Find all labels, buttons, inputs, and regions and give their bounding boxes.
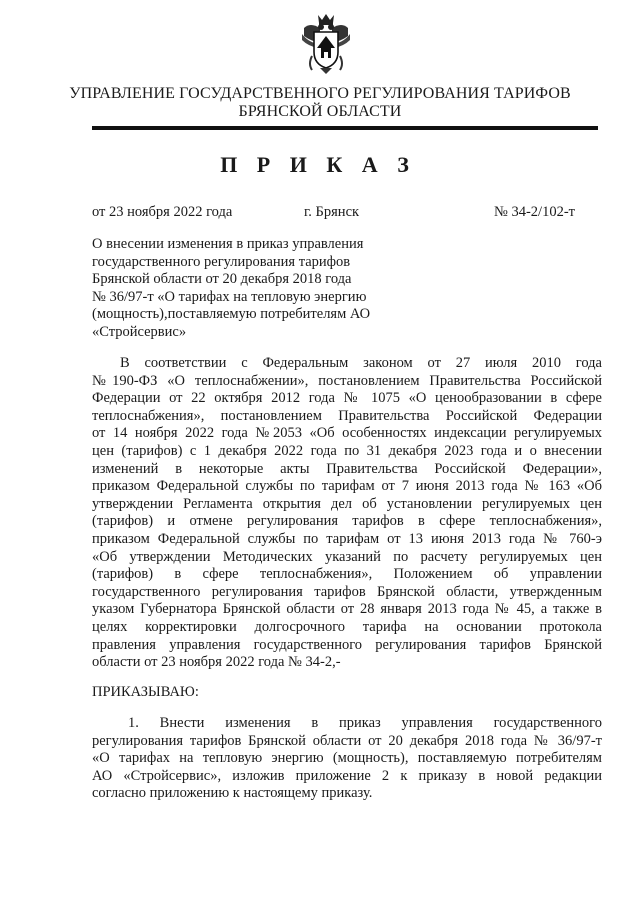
subject-line: Брянской области от 20 декабря 2018 года — [92, 271, 352, 288]
item-line: АО «Стройсервис», изложив приложение 2 к приказу в новой редакции — [92, 767, 602, 784]
subject-line: «Стройсервис» — [92, 323, 187, 340]
document-subject — [92, 236, 392, 342]
document-number: № 34-2/102-т — [494, 204, 575, 220]
preamble-line: (тарифов) и отмене регулирования тарифов в сфере теплоснабжения», — [92, 513, 602, 530]
subject-line: государственного регулирования тарифов — [92, 253, 351, 270]
preamble-line: цен (тарифов) с 1 декабря 2022 года по 31 декабря 2023 года и о внесении — [92, 442, 602, 459]
order-directive: ПРИКАЗЫВАЮ: — [92, 684, 199, 700]
document-title: П Р И К А З — [220, 152, 416, 177]
preamble-line: (тарифов) в сфере теплоснабжения», Положением об управлении — [92, 566, 602, 583]
preamble-line: области от 23 ноября 2022 года № 34-2,- — [92, 654, 341, 671]
order-item-1 — [92, 715, 602, 803]
preamble-line: целях корректировки долгосрочного тарифа на основании протокола — [92, 618, 602, 635]
preamble-line: утверждении Регламента открытия дел об установлении регулируемых цен — [92, 495, 602, 512]
org-name-line1: УПРАВЛЕНИЕ ГОСУДАРСТВЕННОГО РЕГУЛИРОВАНИЯ ТАРИФОВ — [69, 85, 571, 102]
preamble-line: государственного регулирования тарифов Брянской области, утвержденным — [92, 583, 602, 600]
subject-line: № 36/97-т «О тарифах на тепловую энергию — [92, 288, 367, 305]
preamble-line: от 14 ноября 2022 года №2053 «Об особенностях индексации регулируемых — [92, 425, 602, 442]
preamble-paragraph — [92, 355, 602, 672]
item-line: регулирования тарифов Брянской области от 20 декабря 2018 года № 36/97-т — [92, 732, 602, 749]
preamble-line: изменений в некоторые акты Правительства Российской Федерации», — [92, 460, 602, 477]
item-line: 1. Внести изменения в приказ управления государственного — [128, 715, 602, 731]
preamble-line: приказом Федеральной службы по тарифам от 13 июня 2013 года № 760-э — [92, 530, 602, 547]
header-divider — [92, 126, 598, 130]
org-name-line2: БРЯНСКОЙ ОБЛАСТИ — [238, 103, 402, 120]
document-date: от 23 ноября 2022 года — [92, 204, 233, 220]
item-line: согласно приложению к настоящему приказу. — [92, 785, 373, 802]
subject-line: О внесении изменения в приказ управления — [92, 236, 364, 252]
preamble-line: теплоснабжения», постановлением Правительства Российской Федерации — [92, 407, 602, 424]
preamble-line: Федерации от 22 октября 2012 года № 1075 «О ценообразовании в сфере — [92, 390, 602, 407]
preamble-line: правления управления государственного регулирования тарифов Брянской — [92, 636, 602, 653]
preamble-line: «Об утверждении Методических указаний по расчету регулируемых цен — [92, 548, 602, 565]
preamble-line: приказом Федеральной службы по тарифам от 7 июня 2013 года № 163 «Об — [92, 478, 602, 495]
preamble-line: В соответствии с Федеральным законом от 27 июля 2010 года — [120, 355, 602, 371]
preamble-line: указом Губернатора Брянской области от 28 января 2013 года № 45, а также в — [92, 601, 602, 618]
subject-line: (мощность),поставляемую потребителям АО — [92, 306, 371, 323]
preamble-line: №190-ФЗ «О теплоснабжении», постановлением Правительства Российской — [92, 372, 602, 389]
document-city: г. Брянск — [304, 204, 360, 220]
bryansk-coat-of-arms-icon — [300, 12, 352, 76]
item-line: «О тарифах на тепловую энергию (мощность), поставляемую потребителям — [92, 750, 602, 767]
